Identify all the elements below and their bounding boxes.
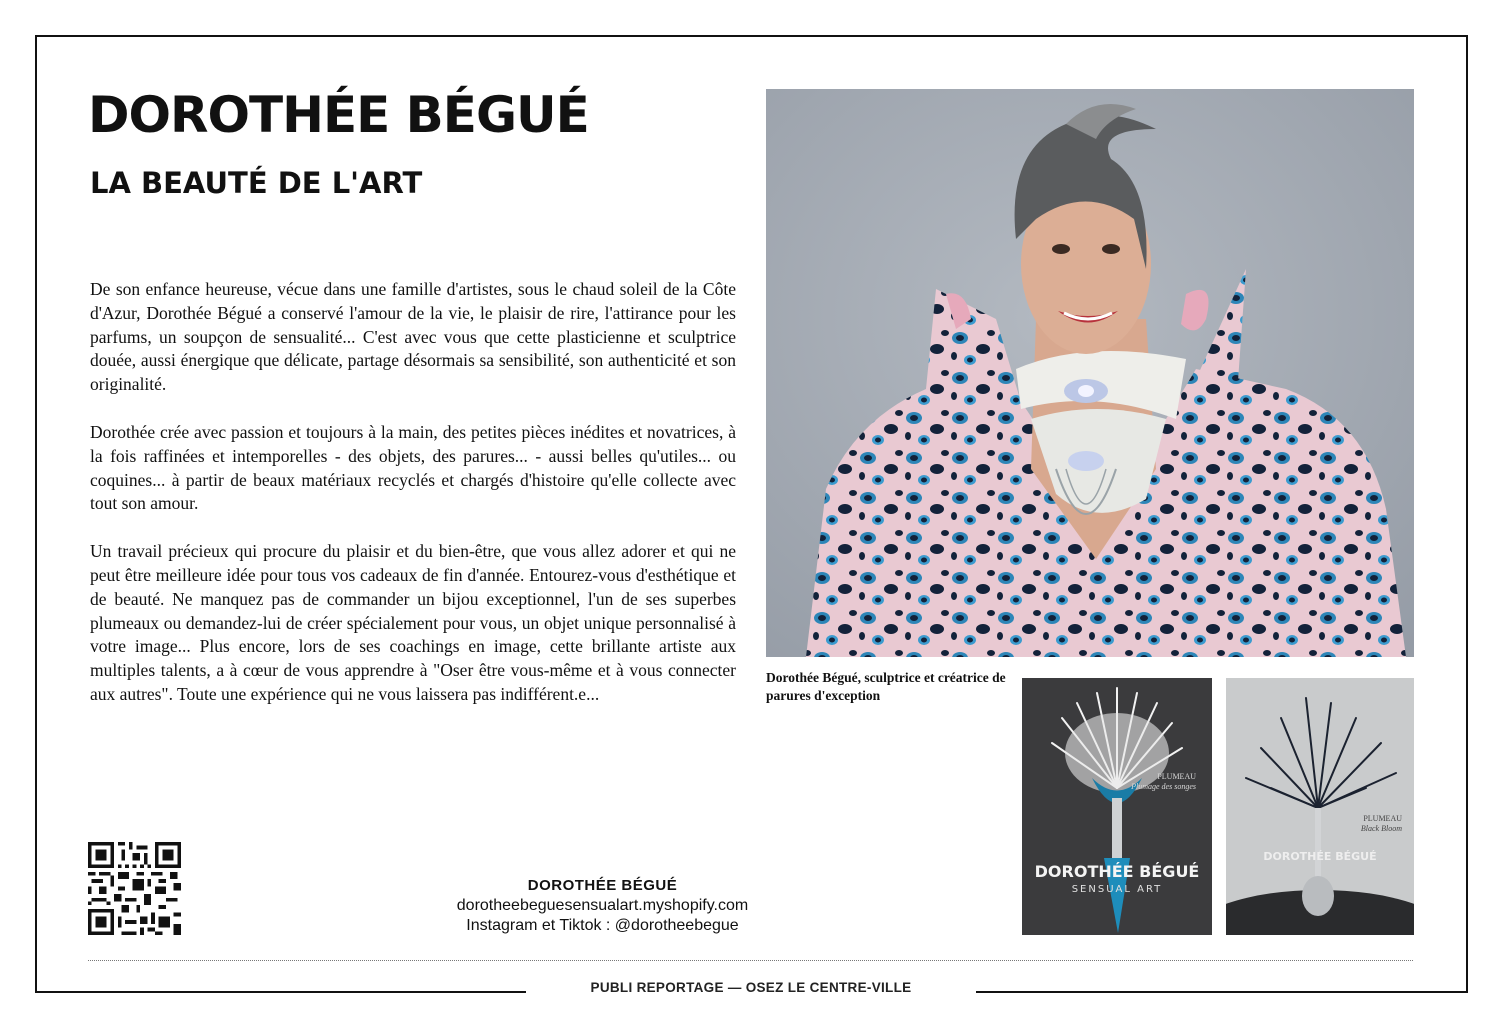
footer-text: PUBLI REPORTAGE — OSEZ LE CENTRE-VILLE bbox=[590, 980, 912, 995]
contact-name: DOROTHÉE BÉGUÉ bbox=[527, 877, 678, 894]
product-image-plumage bbox=[1022, 678, 1212, 935]
article-title: DOROTHÉE BÉGUÉ bbox=[88, 86, 589, 144]
article-body bbox=[90, 278, 736, 731]
paragraph: Dorothée crée avec passion et toujours à la main, des petites pièces inédites et novatrices, à la fois raffinées et intemporelles - des objets, des parures... - aussi belles qu'utiles... ou coquines... à partir de beaux matériaux recyclés et chargés d'histoire qu'elle collecte avec tout son amour. bbox=[90, 421, 736, 514]
footer-divider bbox=[88, 960, 1413, 961]
contact-block bbox=[400, 876, 805, 936]
paragraph: De son enfance heureuse, vécue dans une famille d'artistes, sous le chaud soleil de la Côte d'Azur, Dorothée Bégué a conservé l'amour de la vie, le plaisir de rire, l'attirance pour les parfums, un soupçon de sensualité... C'est avec vous que cette plasticienne et sculptrice douée, aussi énergique que délicate, partage désormais sa sensibilité, son authenticité et son originalité. bbox=[90, 279, 736, 395]
black-bloom-illustration bbox=[1226, 678, 1414, 935]
article-subtitle: LA BEAUTÉ DE L'ART bbox=[90, 166, 423, 200]
qr-code[interactable] bbox=[88, 842, 181, 935]
contact-website-link[interactable]: dorotheebeguesensualart.myshopify.com bbox=[456, 897, 749, 914]
paragraph: Un travail précieux qui procure du plaisir et du bien-être, que vous allez adorer et qui ne peut être meilleure idée pour tous vos cadeaux de fin d'année. Entourez-vous d'esthétique et de beauté. Ne manquez pas de commander un bijou exceptionnel, l'un de ses superbes plumeaux ou demandez-lui de créer spécialement pour vous, un objet unique personnalisé à votre image... Plus encore, lors de ses coachings en image, cette brillante artiste aux multiples talents, a à cœur de vous apprendre à "Oser être vous-même et à vous connecter aux autres". Toute une expérience qui ne vous laissera pas indifférent.e... bbox=[90, 541, 736, 704]
product-image-black-bloom bbox=[1226, 678, 1414, 935]
contact-social: Instagram et Tiktok : @dorotheebegue bbox=[466, 917, 739, 934]
product-brand: DOROTHÉE BÉGUÉ bbox=[1263, 850, 1377, 863]
plumeau-illustration bbox=[1022, 678, 1212, 935]
product-category: PLUMEAU bbox=[1363, 814, 1402, 823]
product-tagline: SENSUAL ART bbox=[1071, 884, 1163, 895]
portrait-illustration bbox=[766, 89, 1414, 657]
product-brand: DOROTHÉE BÉGUÉ bbox=[1034, 862, 1200, 881]
product-name: Black Bloom bbox=[1360, 824, 1402, 833]
photo-caption: Dorothée Bégué, sculptrice et créatrice de parures d'exception bbox=[766, 670, 1006, 703]
product-category: PLUMEAU bbox=[1157, 772, 1196, 781]
portrait-photo bbox=[766, 89, 1414, 657]
product-name: Plumage des songes bbox=[1131, 782, 1196, 791]
